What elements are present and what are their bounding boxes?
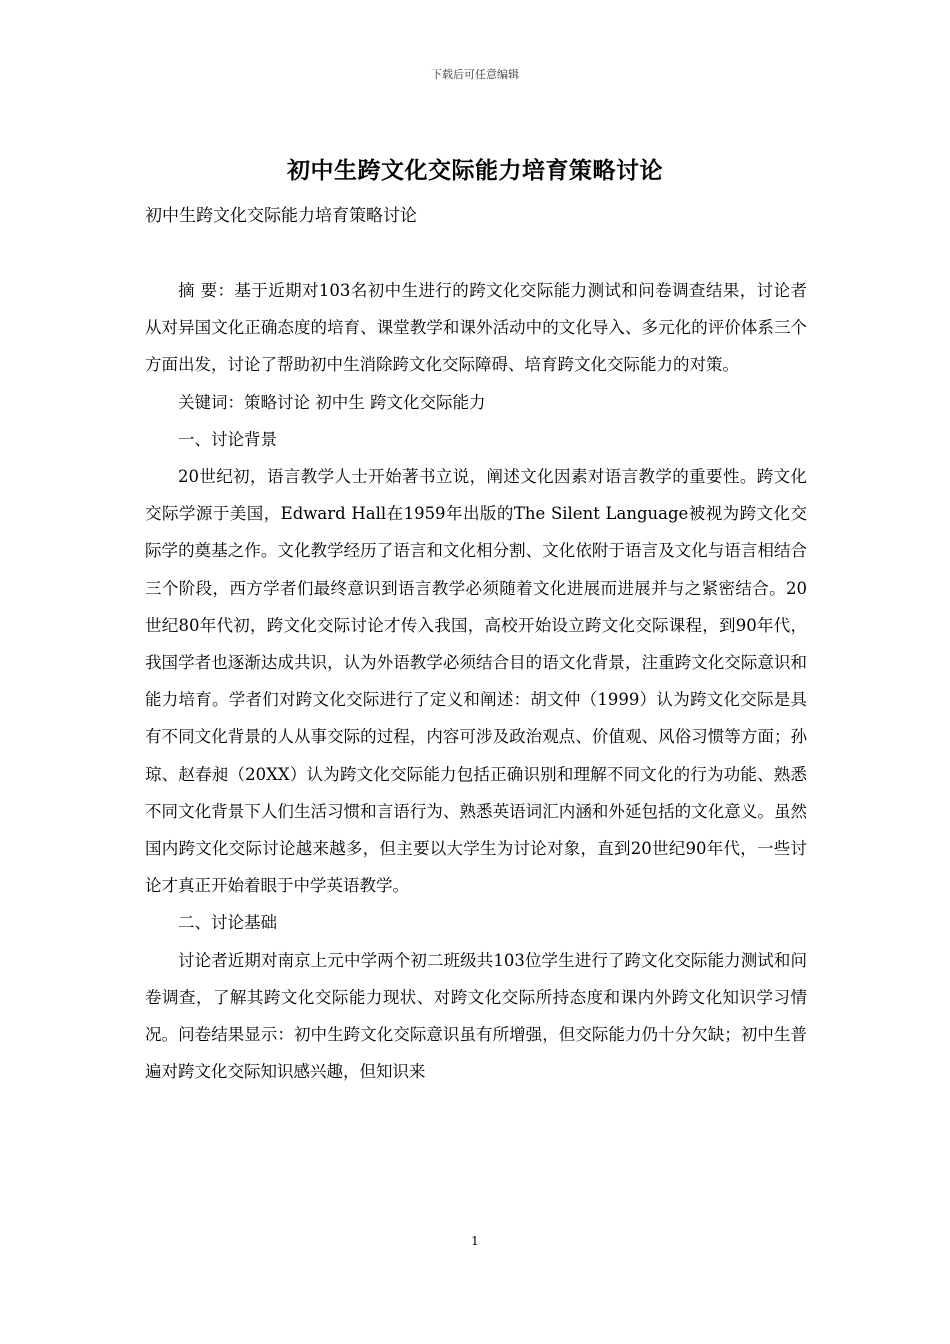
abstract-paragraph: 摘 要：基于近期对103名初中生进行的跨文化交际能力测试和问卷调查结果，讨论者从对异国文化正确态度的培育、课堂教学和课外活动中的文化导入、多元化的评价体系三个方面出发，讨论了帮助初中生消除跨文化交际障碍、培育跨文化交际能力的对策。	[145, 281, 807, 375]
section-heading-basis: 二、讨论基础	[178, 913, 277, 933]
basis-paragraph: 讨论者近期对南京上元中学两个初二班级共103位学生进行了跨文化交际能力测试和问卷调查，了解其跨文化交际能力现状、对跨文化交际所持态度和课内外跨文化知识学习情况。问卷结果显示：初中生跨文化交际意识虽有所增强，但交际能力仍十分欠缺；初中生普遍对跨文化交际知识感兴趣，但知识来	[145, 950, 807, 1082]
section-heading-background: 一、讨论背景	[178, 429, 277, 449]
page-number: 1	[471, 1234, 479, 1248]
page-header-note: 下载后可任意编辑	[431, 68, 519, 81]
document-body	[145, 272, 807, 1090]
document-title: 初中生跨文化交际能力培育策略讨论	[287, 157, 663, 184]
keywords-line: 关键词：策略讨论 初中生 跨文化交际能力	[178, 392, 486, 412]
background-paragraph: 20世纪初，语言教学人士开始著书立说，阐述文化因素对语言教学的重要性。跨文化交际学源于美国，Edward Hall在1959年出版的The Silent Language被视为跨文化交际学的奠基之作。文化教学经历了语言和文化相分割、文化依附于语言及文化与语言相结合三个阶段，西方学者们最终意识到语言教学必须随着文化进展而进展并与之紧密结合。20世纪80年代初，跨文化交际讨论才传入我国，高校开始设立跨文化交际课程，到90年代，我国学者也逐渐达成共识，认为外语教学必须结合目的语文化背景，注重跨文化交际意识和能力培育。学者们对跨文化交际进行了定义和阐述：胡文仲（1999）认为跨文化交际是具有不同文化背景的人从事交际的过程，内容可涉及政治观点、价值观、风俗习惯等方面；孙琼、赵春昶（20XX）认为跨文化交际能力包括正确识别和理解不同文化的行为功能、熟悉不同文化背景下人们生活习惯和言语行为、熟悉英语词汇内涵和外延包括的文化意义。虽然国内跨文化交际讨论越来越多，但主要以大学生为讨论对象，直到20世纪90年代，一些讨论才真正开始着眼于中学英语教学。	[145, 467, 807, 896]
document-subtitle: 初中生跨文化交际能力培育策略讨论	[145, 206, 417, 226]
